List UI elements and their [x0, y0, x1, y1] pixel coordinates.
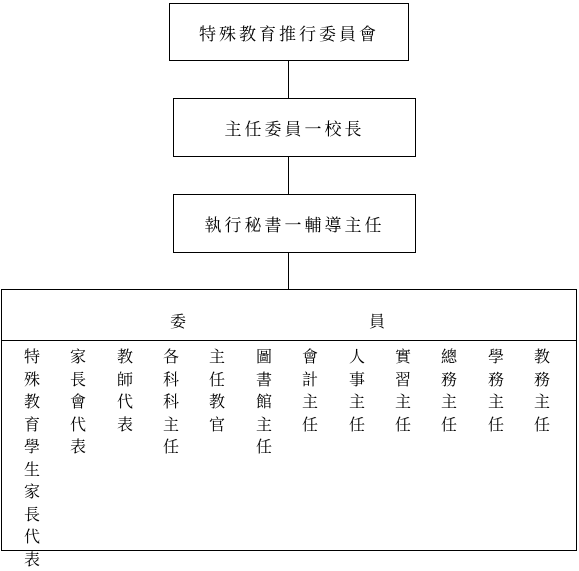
members-box	[1, 289, 577, 569]
connector-line-1	[288, 61, 289, 98]
member-teacher-rep: 教師代表	[116, 347, 133, 434]
member-student-affairs-director: 學務主任	[487, 347, 504, 434]
member-personnel-director: 人事主任	[348, 347, 365, 434]
member-accounting-director: 會計主任	[301, 347, 318, 434]
connector-line-3	[288, 253, 289, 289]
member-special-ed-parent-rep: 特殊教育學生家長代表	[23, 347, 40, 569]
member-academic-affairs-director: 教務主任	[533, 347, 550, 434]
member-library-director: 圖書館主任	[255, 347, 272, 456]
member-parent-association-rep: 家長會代表	[69, 347, 86, 456]
chair-box	[173, 98, 416, 157]
members-divider	[2, 340, 576, 341]
member-subject-heads: 各科科主任	[162, 347, 179, 456]
member-chief-instructor: 主任教官	[208, 347, 225, 434]
member-internship-director: 實習主任	[394, 347, 411, 434]
secretary-title: 執行秘書一輔導主任	[204, 216, 385, 236]
committee-box	[169, 3, 409, 61]
committee-title: 特殊教育推行委員會	[199, 24, 379, 45]
members-header-right: 員	[369, 312, 386, 331]
chair-title: 主任委員一校長	[224, 120, 365, 140]
member-general-affairs-director: 總務主任	[440, 347, 457, 434]
connector-line-2	[288, 157, 289, 194]
secretary-box	[173, 194, 416, 253]
members-header-left: 委	[170, 312, 187, 331]
